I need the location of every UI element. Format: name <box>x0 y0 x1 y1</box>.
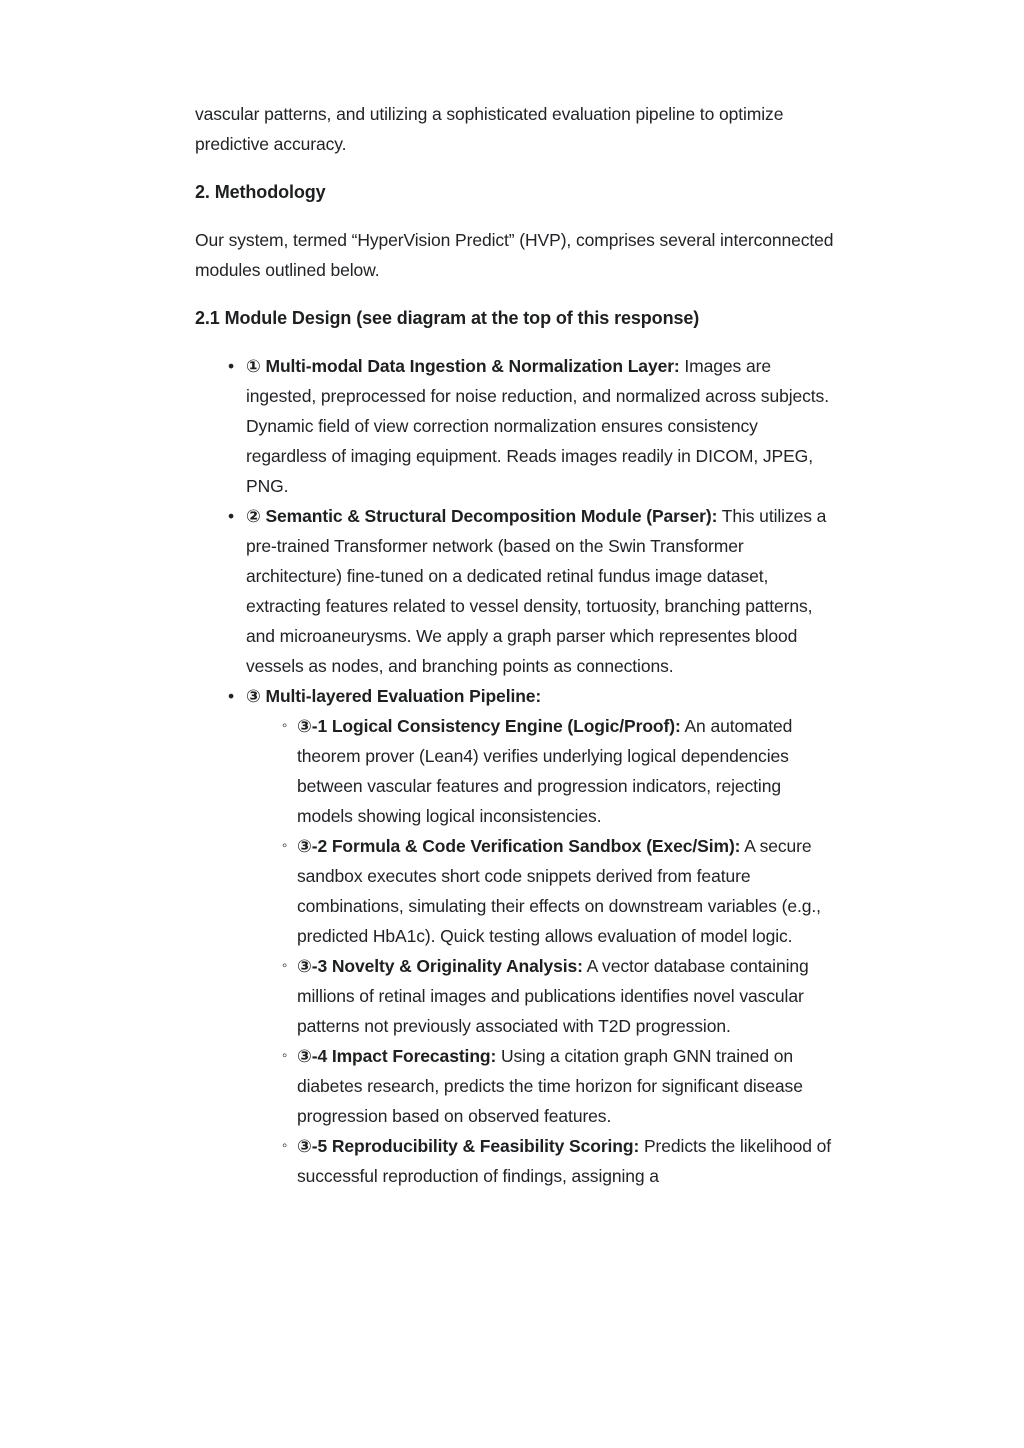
methodology-heading: 2. Methodology <box>195 182 326 202</box>
module-description: This utilizes a pre-trained Transformer network (based on the Swin Transformer architecture) fine-tuned on a dedicated retinal fundus image dataset, extracting features related to vessel density, tortuosity, branching patterns, and microaneurysms. We apply a graph parser which representes blood vessels as nodes, and branching points as connections. <box>246 506 827 676</box>
step-title: ③-5 Reproducibility & Feasibility Scoring: <box>297 1136 640 1156</box>
step-title: ③-4 Impact Forecasting: <box>297 1046 497 1066</box>
module-item-evaluation-pipeline <box>246 681 840 1191</box>
module-description: Images are ingested, preprocessed for noise reduction, and normalized across subjects. Dynamic field of view correction normalization ensures consistency regardless of imaging equipment. Reads images readily in DICOM, JPEG, PNG. <box>246 356 829 496</box>
pipeline-step-verification-sandbox <box>297 831 840 951</box>
module-list <box>195 351 840 1191</box>
pipeline-step-novelty-analysis <box>297 951 840 1041</box>
step-description: Predicts the likelihood of successful reproduction of findings, assigning a <box>297 1136 832 1186</box>
pipeline-step-list <box>246 711 840 1191</box>
pipeline-step-reproducibility-scoring <box>297 1131 840 1191</box>
step-description: Using a citation graph GNN trained on diabetes research, predicts the time horizon for significant disease progression based on observed features. <box>297 1046 803 1126</box>
module-title: ② Semantic & Structural Decomposition Module (Parser): <box>246 506 718 526</box>
step-description: A vector database containing millions of retinal images and publications identifies novel vascular patterns not previously associated with T2D progression. <box>297 956 809 1036</box>
step-title: ③-3 Novelty & Originality Analysis: <box>297 956 583 976</box>
system-paragraph: Our system, termed “HyperVision Predict” (HVP), comprises several interconnected modules outlined below. <box>195 230 834 280</box>
step-title: ③-2 Formula & Code Verification Sandbox (Exec/Sim): <box>297 836 741 856</box>
module-title: ③ Multi-layered Evaluation Pipeline: <box>246 686 542 706</box>
pipeline-step-logical-consistency <box>297 711 840 831</box>
pipeline-step-impact-forecasting <box>297 1041 840 1131</box>
module-item-decomposition <box>246 501 840 681</box>
module-item-ingestion <box>246 351 840 501</box>
module-title: ① Multi-modal Data Ingestion & Normalization Layer: <box>246 356 680 376</box>
intro-paragraph: vascular patterns, and utilizing a sophisticated evaluation pipeline to optimize predictive accuracy. <box>195 104 784 154</box>
module-design-heading: 2.1 Module Design (see diagram at the top of this response) <box>195 308 700 328</box>
step-title: ③-1 Logical Consistency Engine (Logic/Proof): <box>297 716 681 736</box>
step-description: A secure sandbox executes short code snippets derived from feature combinations, simulating their effects on downstream variables (e.g., predicted HbA1c). Quick testing allows evaluation of model logic. <box>297 836 821 946</box>
step-description: An automated theorem prover (Lean4) verifies underlying logical dependencies between vascular features and progression indicators, rejecting models showing logical inconsistencies. <box>297 716 793 826</box>
